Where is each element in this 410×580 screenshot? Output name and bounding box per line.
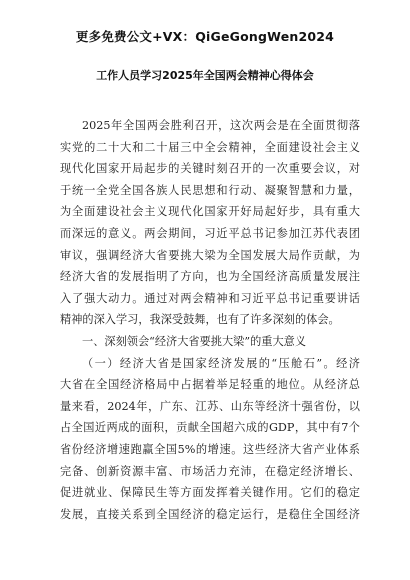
body-line: 现代化国家开局起步的关键时刻召开的一次重要会议，对 bbox=[60, 162, 360, 176]
body-line: 发展，直接关系到全国经济的稳定运行，是稳住全国经济 bbox=[60, 507, 360, 521]
body-line: 省份经济增速跑赢全国5%的增速。这些经济大省产业体系 bbox=[60, 442, 360, 456]
body-line: 为全面建设社会主义现代化国家开好局起好步，具有重大 bbox=[60, 205, 360, 219]
body-line: 审议，强调经济大省要挑大梁为全国发展大局作贡献，为 bbox=[60, 248, 360, 262]
body-line: 完备、创新资源丰富、市场活力充沛，在稳定经济增长、 bbox=[60, 464, 360, 478]
subsection-heading-line: （一）经济大省是国家经济发展的“压舱石”。经济 bbox=[82, 356, 360, 370]
body-line: 于统一全党全国各族人民思想和行动、凝聚智慧和力量， bbox=[60, 183, 360, 197]
body-line: 精神的深入学习，我深受鼓舞，也有了许多深刻的体会。 bbox=[60, 313, 340, 327]
document-body bbox=[60, 115, 360, 525]
body-line: 实党的二十大和二十届三中全会精神，全面建设社会主义 bbox=[60, 140, 360, 154]
body-line: 2025年全国两会胜利召开，这次两会是在全面贯彻落 bbox=[82, 119, 360, 132]
document-title: 工作人员学习2025年全国两会精神心得体会 bbox=[96, 69, 314, 82]
body-line: 大省在全国经济格局中占据着举足轻重的地位。从经济总 bbox=[60, 378, 360, 392]
promo-banner: 更多免费公文+VX：QiGeGongWen2024 bbox=[75, 29, 335, 44]
body-line: 而深远的意义。两会期间，习近平总书记参加江苏代表团 bbox=[60, 226, 360, 240]
body-line: 经济大省的发展指明了方向，也为全国经济高质量发展注 bbox=[60, 270, 360, 284]
body-line: 入了强大动力。通过对两会精神和习近平总书记重要讲话 bbox=[60, 291, 360, 305]
body-line: 占全国近两成的面积，贡献全国超六成的GDP，其中有7个 bbox=[60, 421, 360, 435]
section-heading: 一、深刻领会“经济大省要挑大梁”的重大意义 bbox=[82, 334, 307, 348]
body-line: 量来看，2024年，广东、江苏、山东等经济十强省份，以 bbox=[60, 399, 360, 413]
body-line: 促进就业、保障民生等方面发挥着关键作用。它们的稳定 bbox=[60, 486, 360, 500]
